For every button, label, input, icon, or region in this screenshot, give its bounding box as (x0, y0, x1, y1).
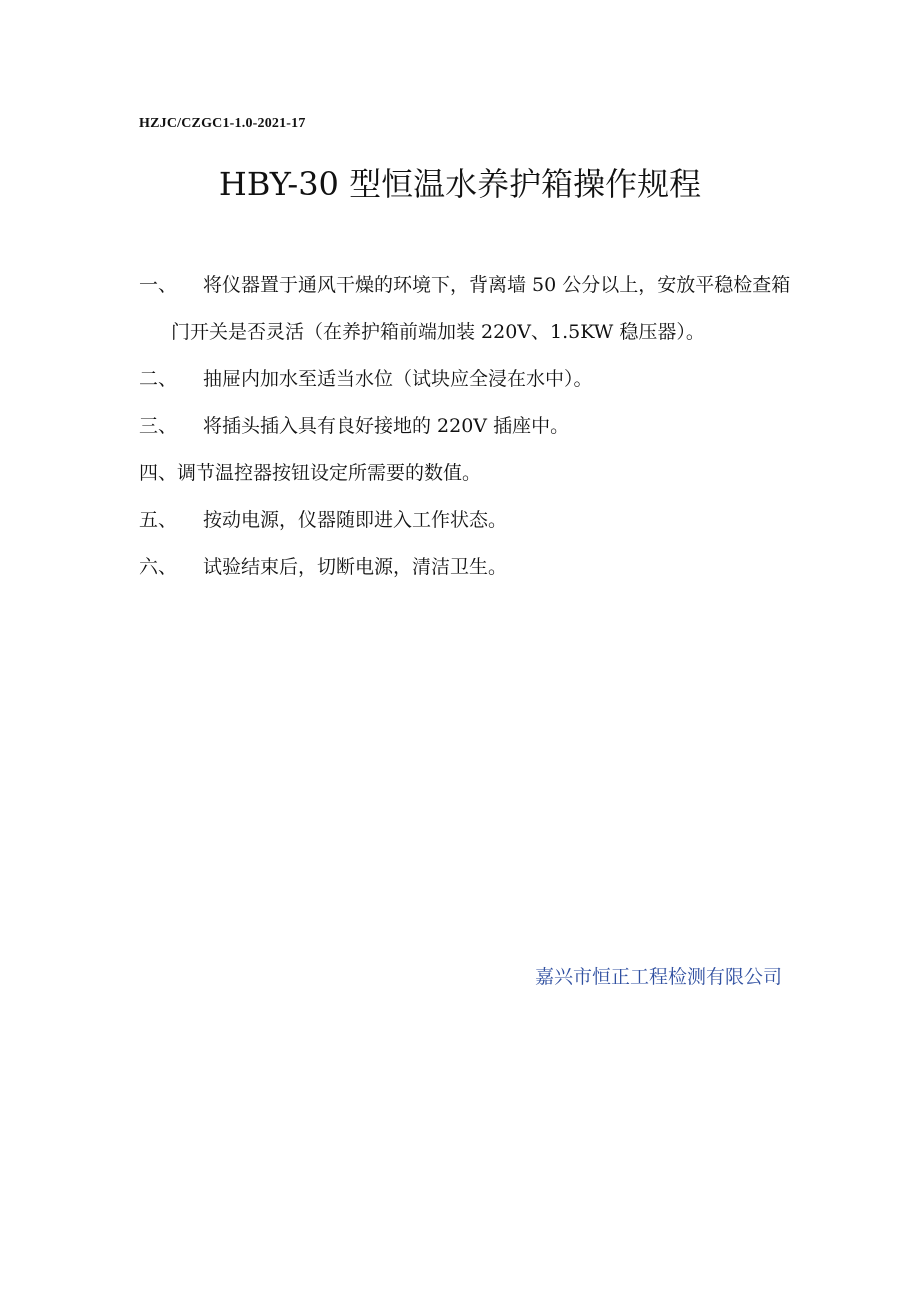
document-code: HZJC/CZGC1-1.0-2021-17 (139, 116, 306, 131)
step-number: 三、 (139, 415, 178, 437)
step-number: 二、 (139, 368, 178, 390)
step-4 (139, 450, 799, 497)
step-5 (139, 497, 799, 544)
step-number: 四、 (139, 462, 178, 484)
step-text: 调节温控器按钮设定所需要的数值。 (177, 462, 482, 484)
step-text: 将插头插入具有良好接地的 220V 插座中。 (203, 415, 570, 437)
step-number: 一、 (139, 274, 178, 296)
document-title: HBY-30 型恒温水养护箱操作规程 (218, 165, 702, 203)
step-1 (139, 262, 799, 356)
procedure-steps (139, 262, 799, 591)
step-6 (139, 544, 799, 591)
step-text: 抽屉内加水至适当水位（试块应全浸在水中）。 (203, 368, 593, 390)
step-number: 六、 (139, 556, 178, 578)
company-name: 嘉兴市恒正工程检测有限公司 (534, 966, 782, 988)
step-3 (139, 403, 799, 450)
step-2 (139, 356, 799, 403)
step-text: 将仪器置于通风干燥的环境下，背离墙 50 公分以上，安放平稳检查箱门开关是否灵活（在养护箱前端加装 220V、1.5KW 稳压器）。 (171, 274, 791, 343)
step-text: 试验结束后，切断电源，清洁卫生。 (203, 556, 508, 578)
step-number: 五、 (139, 509, 178, 531)
step-text: 按动电源，仪器随即进入工作状态。 (203, 509, 508, 531)
